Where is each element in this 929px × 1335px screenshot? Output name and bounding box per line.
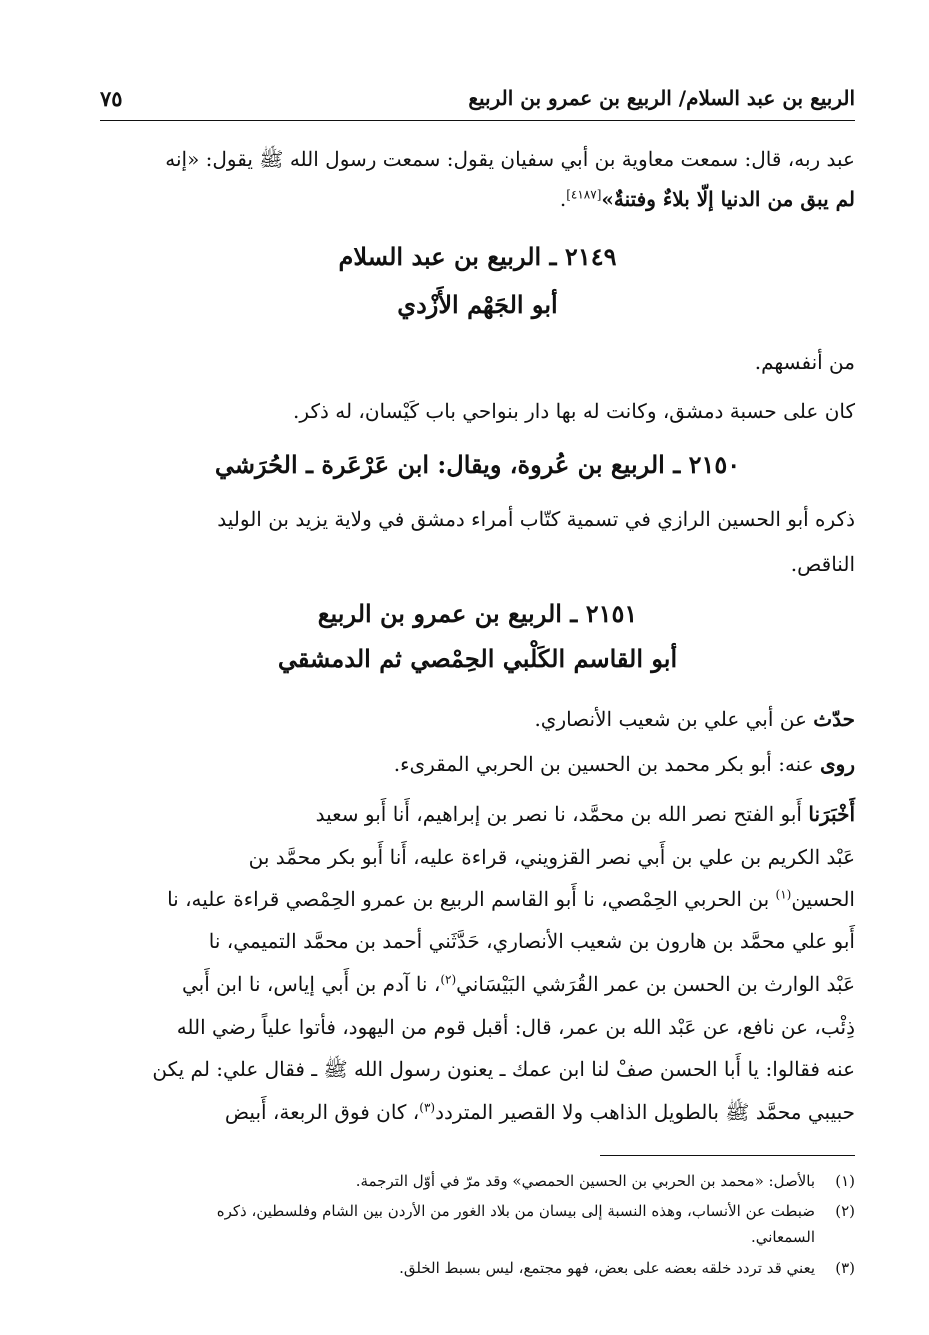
running-header — [100, 84, 855, 121]
footnote-2-number: (٢) — [835, 1202, 855, 1220]
footnote-2-cont — [100, 1224, 855, 1250]
isnad-line-8 — [100, 1093, 855, 1131]
footnote-mark-3: (٣) — [419, 1100, 436, 1115]
isnad-text-3a: الحسين — [791, 887, 855, 911]
rawa-label: روى — [820, 752, 855, 776]
footnote-separator — [600, 1155, 855, 1156]
isnad-text-5b: ، نا آدم بن أَبي إياس، نا ابن أَبي — [182, 972, 441, 996]
haddath-label: حدّث — [813, 707, 855, 731]
footnote-2-cont-text: السمعاني. — [750, 1228, 815, 1246]
intro-end: . — [559, 187, 567, 211]
intro-line-2 — [100, 180, 855, 218]
isnad-line-3 — [100, 880, 855, 918]
entry-2151-kunya: أبو القاسم الكَلْبي الحِمْصي ثم الدمشقي — [277, 644, 678, 673]
entry-2149-kunya: أبو الجَهْم الأَزْدي — [397, 290, 558, 319]
entry-2149-text-1: من أنفسهم. — [754, 350, 855, 374]
entry-2151-haddath — [100, 700, 855, 738]
footnote-1-number: (١) — [835, 1172, 855, 1190]
footnote-1 — [100, 1168, 855, 1194]
footnote-2 — [100, 1198, 855, 1224]
footnote-2-text: ضبطت عن الأنساب، وهذه النسبة إلى بيسان من بلاد الغور من الأردن بين الشام وفلسطين، ذكره — [216, 1202, 815, 1220]
page-number: ٧٥ — [100, 86, 123, 111]
running-title: الربيع بن عبد السلام/ الربيع بن عمرو بن الربيع — [468, 86, 855, 110]
rawa-text: عنه: أبو بكر محمد بن الحسين بن الحربي المقرىء. — [393, 752, 814, 776]
footnote-1-text: بالأصل: «محمد بن الحربي بن الحسين الحمصي» وقد مرّ في أوّل الترجمة. — [355, 1172, 815, 1190]
hadith-quote: لم يبق من الدنيا إلّا بلاءٌ وفتنةٌ» — [601, 187, 855, 211]
footnote-mark-2: (٢) — [440, 972, 457, 987]
isnad-text-3b: بن الحربي الحِمْصي، نا أَبو القاسم الربيع بن عمرو الحِمْصي قراءة عليه، نا — [167, 887, 770, 911]
entry-2150-text-1: ذكره أبو الحسين الرازي في تسمية كتّاب أمراء دمشق في ولاية يزيد بن الوليد — [217, 507, 855, 531]
haddath-text: عن أبي علي بن شعيب الأنصاري. — [534, 707, 807, 731]
entry-2149-heading: ٢١٤٩ ـ الربيع بن عبد السلام — [338, 242, 617, 271]
entry-2151-heading: ٢١٥١ ـ الربيع بن عمرو بن الربيع — [317, 599, 638, 628]
isnad-line-7: عنه فقالوا: يا أَبا الحسن صفْ لنا ابن عمك ـ يعنون رسول الله ﷺ ـ فقال علي: لم يكن — [152, 1057, 855, 1081]
footnote-3 — [100, 1255, 855, 1281]
isnad-text-8b: ، كان فوق الربعة، أَبيض — [224, 1100, 420, 1124]
entry-2150-heading: ٢١٥٠ ـ الربيع بن عُروة، ويقال: ابن عَرْعَرة ـ الحُرَشي — [214, 450, 741, 479]
isnad-line-1 — [100, 795, 855, 833]
akhbarana-label: أَخْبَرَنا — [808, 802, 855, 826]
entry-2151-rawa — [100, 745, 855, 783]
entry-2150-text-2: الناقص. — [790, 552, 855, 576]
isnad-line-4: أَبو علي محمَّد بن هارون بن شعيب الأنصاري، حَدَّثَني أحمد بن محمَّد التميمي، نا — [208, 929, 855, 953]
isnad-text-8a: حبيبي محمَّد ﷺ بالطويل الذاهب ولا القصير المتردد — [435, 1100, 855, 1124]
hadith-ref: [٤١٨٧] — [566, 187, 602, 202]
isnad-text-5a: عَبْد الوارث بن الحسن بن عمر القُرَشي البَيْسَاني — [456, 972, 855, 996]
isnad-text-1: أَبو الفتح نصر الله بن محمَّد، نا نصر بن إبراهيم، أَنا أَبو سعيد — [315, 802, 802, 826]
isnad-line-6: ذِئْب، عن نافع، عن عَبْد الله بن عمر، قال: أقبل قوم من اليهود، فأتوا علياً رضي الله — [176, 1015, 855, 1039]
intro-line-1: عبد ربه، قال: سمعت معاوية بن أبي سفيان يقول: سمعت رسول الله ﷺ يقول: «إنه — [165, 147, 855, 171]
isnad-line-5 — [100, 965, 855, 1003]
footnote-mark-1: (١) — [775, 887, 792, 902]
isnad-line-2: عَبْد الكريم بن علي بن أَبي نصر القزويني، قراءة عليه، أَنا أَبو بكر محمَّد بن — [248, 845, 855, 869]
entry-2149-text-2: كان على حسبة دمشق، وكانت له بها دار بنواحي باب كَيْسان، له ذكر. — [293, 399, 855, 423]
footnote-3-number: (٣) — [835, 1259, 855, 1277]
footnote-3-text: يعني قد تردد خلقه بعضه على بعض، فهو مجتمع، ليس بسبط الخلق. — [399, 1259, 815, 1277]
